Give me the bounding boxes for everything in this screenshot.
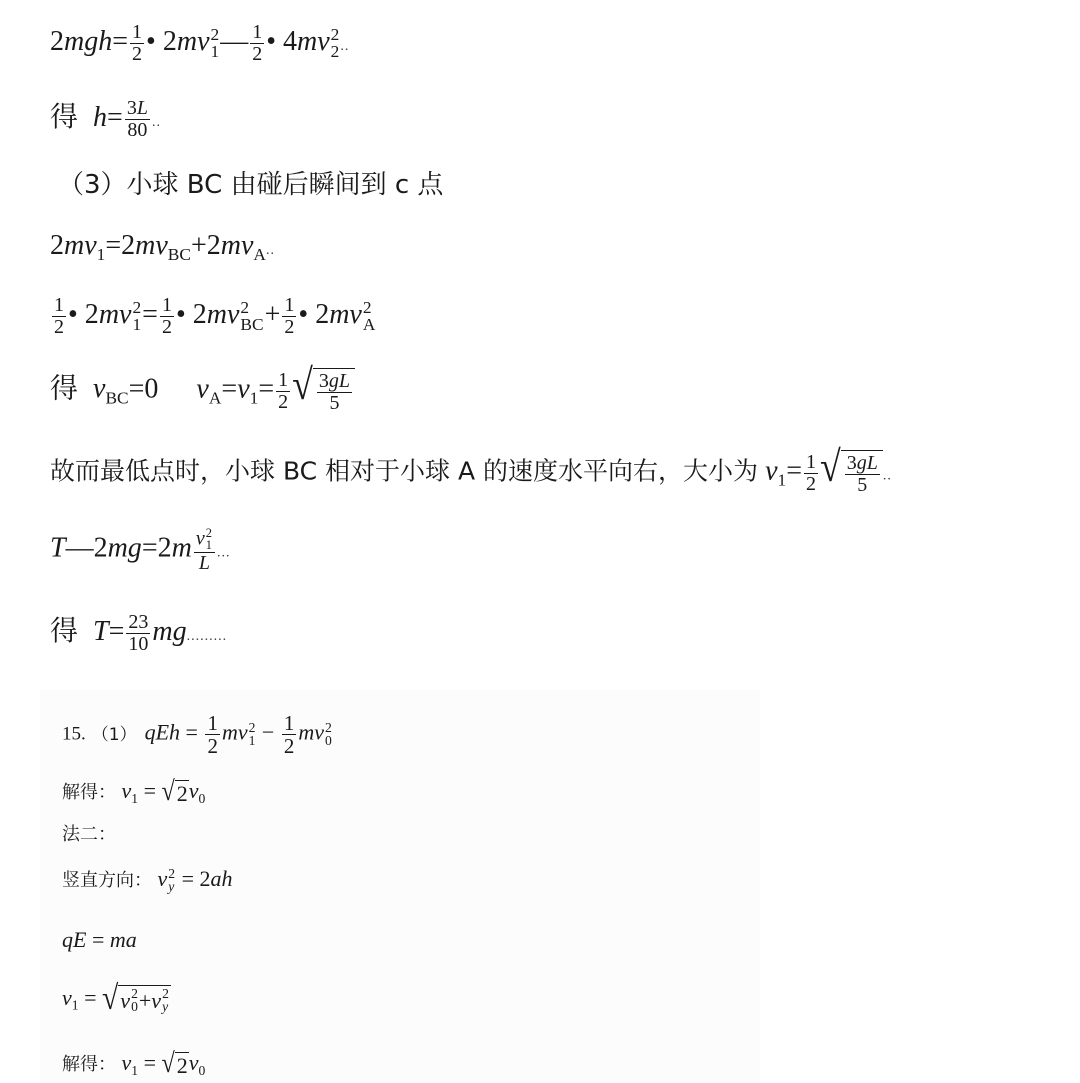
equation-energy-2: $\frac{1}{2}$ • 2mv 2 1 = $\frac{1}{2}$ • 2mv 2 BC + $\frac{1}{2}$ • 2mv 2 A — [54, 294, 376, 338]
result-velocities: 得 $v_{BC}=0$ $v_A=v_1=$ $\frac{1}{2}$ √ $\frac{3gL}{5}$ — [50, 368, 355, 414]
vertical-eq: 竖直方向： v 2 y = 2ah — [62, 866, 233, 894]
solution-v1: 解得： $v_1$ = √ 2 $v_0$ — [62, 776, 206, 808]
de-label: 得 — [50, 99, 79, 133]
method-2-label: 法二： — [62, 824, 116, 845]
equation-tension: T—2mg=2m v 2 1 L ... — [50, 526, 231, 574]
equation-momentum: $2mv_1=2mv_{BC}+2mv_A$.. — [50, 230, 275, 265]
result-h: 得 h= $\frac{3L}{80}$ .. — [50, 97, 161, 141]
force-eq: qE = ma — [62, 927, 137, 952]
de-label: 得 — [50, 371, 79, 405]
problem-15-eq: 15. （1） qEh = $\frac{1}{2}$ mv 2 1 − $\frac{1}{2}$ mv 2 0 — [62, 711, 332, 759]
solution-label: 解得： — [62, 782, 116, 803]
conclusion-text: 故而最低点时，小球 BC 相对于小球 A 的速度水平向右，大小为 $v_1=$ $\frac{1}{2}$ √ $\frac{3gL}{5}$ .. — [50, 443, 892, 496]
equation-energy-1: 2mgh= $\frac{1}{2}$ • 2mv 2 1 — $\frac{1}{2}$ • 4mv 2 2 .. — [50, 21, 350, 65]
vertical-label: 竖直方向： — [62, 870, 152, 891]
section-3-heading: （3）小球 BC 由碰后瞬间到 c 点 — [58, 170, 444, 200]
solution-v1-2: 解得： $v_1$ = √ 2 $v_0$ — [62, 1048, 206, 1080]
result-tension: 得 T= $\frac{23}{10}$ mg......... — [50, 611, 228, 655]
solution-label: 解得： — [62, 1054, 116, 1075]
velocity-combine-eq: $v_1$ = √ v 2 0 + v 2 y — [62, 980, 169, 1018]
de-label: 得 — [50, 613, 79, 647]
